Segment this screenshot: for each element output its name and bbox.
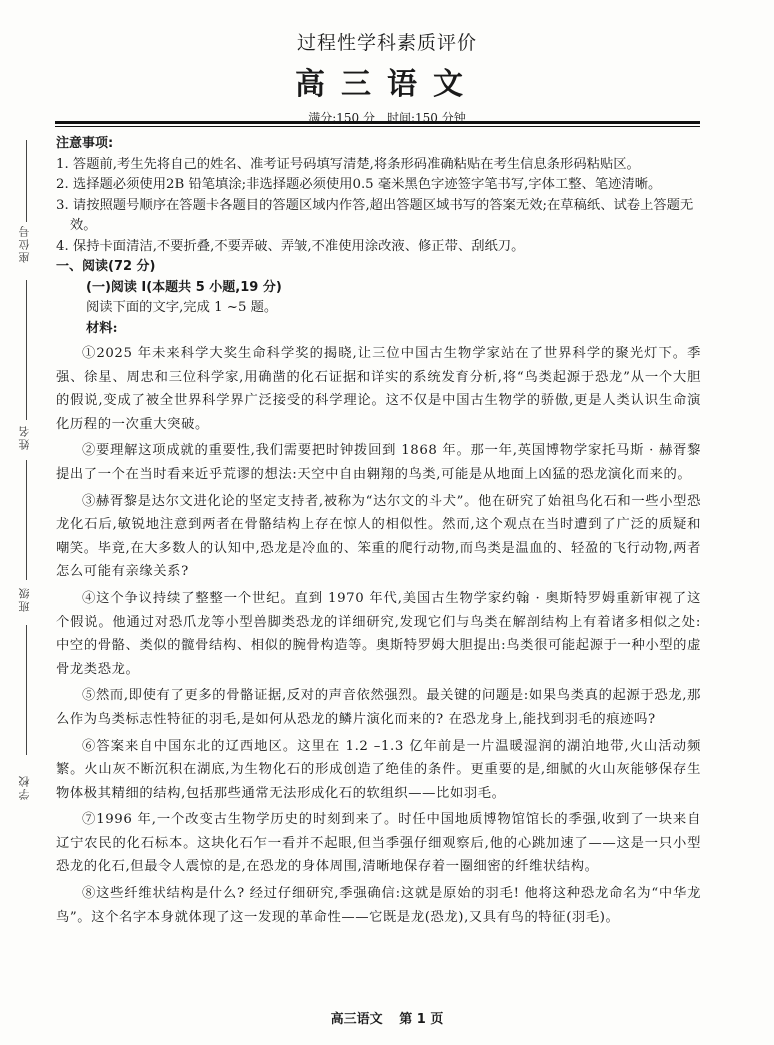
header-rule (55, 121, 700, 127)
subsection-title: (一)阅读 Ⅰ(本题共 5 小题,19 分) (86, 279, 282, 295)
school-label: 学校 (18, 774, 31, 800)
paragraph: ④这个争议持续了整整一个世纪。直到 1970 年代,美国古生物学家约翰 · 奥斯特罗姆重新审视了这个假说。他通过对恐爪龙等小型兽脚类恐龙的详细研究,发现它们与鸟类在解剖结构上有着诸多相似之处:中空的骨骼、类似的髋骨结构、相似的腕骨构造等。奥斯特罗姆大胆提出:鸟类很可能起源于一种小型的虚骨龙类恐龙。 (56, 590, 701, 677)
exam-header (0, 28, 774, 126)
paragraph: ⑥答案来自中国东北的辽西地区。这里在 1.2 –1.3 亿年前是一片温暖湿润的湖泊地带,火山活动频繁。火山灰不断沉积在湖底,为生物化石的形成创造了绝佳的条件。更重要的是,细腻的火山灰能够保存生物体极其精细的结构,包括那些通常无法形成化石的软组织——比如羽毛。 (56, 738, 701, 801)
binding-margin (0, 120, 38, 840)
name-label: 姓名 (18, 424, 31, 450)
footer-subject: 高三语文 (330, 1012, 383, 1027)
exam-title: 高三语文 (295, 67, 479, 102)
exam-meta: 满分:150 分 时间:150 分钟 (308, 111, 466, 125)
note-item: 2. 选择题必须使用2B 铅笔填涂;非选择题必须使用0.5 毫米黑色字迹签字笔书写,字体工整、笔迹清晰。 (56, 177, 662, 192)
exam-series: 过程性学科素质评价 (296, 32, 477, 54)
paragraph: ⑤然而,即使有了更多的骨骼证据,反对的声音依然强烈。最关键的问题是:如果鸟类真的起源于恐龙,那么作为鸟类标志性特征的羽毛,是如何从恐龙的鳞片演化而来的? 在恐龙身上,能找到羽毛的痕迹吗? (56, 688, 701, 727)
paragraph: ②要理解这项成就的重要性,我们需要把时钟拨回到 1868 年。那一年,英国博物学家托马斯 · 赫胥黎提出了一个在当时看来近乎荒谬的想法:天空中自由翱翔的鸟类,可能是从地面上凶猛的恐龙演化而来的。 (56, 443, 701, 482)
note-item: 1. 答题前,考生先将自己的姓名、准考证号码填写清楚,将条形码准确粘贴在考生信息条形码粘贴区。 (56, 156, 640, 172)
footer-page-number: 第 1 页 (399, 1012, 444, 1027)
binding-rule (26, 460, 27, 580)
paragraph: ⑧这些纤维状结构是什么? 经过仔细研究,季强确信:这就是原始的羽毛! 他将这种恐龙命名为“中华龙鸟”。这个名字本身就体现了这一发现的革命性——它既是龙(恐龙),又具有鸟的特征(羽毛)。 (56, 886, 701, 925)
notes-title: 注意事项: (56, 136, 114, 151)
binding-rule (26, 625, 27, 755)
binding-rule (26, 280, 27, 420)
seat-label: 座位号 (18, 224, 31, 263)
page-content (56, 134, 701, 929)
page-footer (0, 1008, 774, 1027)
class-label: 班级 (18, 586, 31, 612)
binding-rule (26, 140, 27, 222)
paragraph: ③赫胥黎是达尔文进化论的坚定支持者,被称为“达尔文的斗犬”。他在研究了始祖鸟化石和一些小型恐龙化石后,敏锐地注意到两者在骨骼结构上存在惊人的相似性。然而,这个观点在当时遭到了广泛的质疑和嘲笑。毕竟,在大多数人的认知中,恐龙是冷血的、笨重的爬行动物,而鸟类是温血的、轻盈的飞行动物,两者怎么可能有亲缘关系? (56, 493, 701, 580)
note-item: 4. 保持卡面清洁,不要折叠,不要弄破、弄皱,不准使用涂改液、修正带、刮纸刀。 (56, 238, 525, 254)
instruction: 阅读下面的文字,完成 1 ~5 题。 (86, 300, 278, 315)
paragraph: ①2025 年未来科学大奖生命科学奖的揭晓,让三位中国古生物学家站在了世界科学的聚光灯下。季强、徐星、周忠和三位科学家,用确凿的化石证据和详实的系统发育分析,将“鸟类起源于恐龙”从一个大胆的假说,变成了被全世界科学界广泛接受的科学理论。这不仅是中国古生物学的骄傲,更是人类认识生命演化历程的一次重大突破。 (56, 346, 701, 432)
note-item: 3. 请按照题号顺序在答题卡各题目的答题区域内作答,超出答题区域书写的答案无效;在草稿纸、试卷上答题无效。 (56, 197, 694, 233)
material-label: 材料: (86, 320, 118, 336)
paragraph: ⑦1996 年,一个改变古生物学历史的时刻到来了。时任中国地质博物馆馆长的季强,收到了一块来自辽宁农民的化石标本。这块化石乍一看并不起眼,但当季强仔细观察后,他的心跳加速了——这是一只小型恐龙的化石,但最令人震惊的是,在恐龙的身体周围,清晰地保存着一圈细密的纤维状结构。 (56, 812, 701, 875)
section-title: 一、阅读(72 分) (56, 259, 156, 274)
